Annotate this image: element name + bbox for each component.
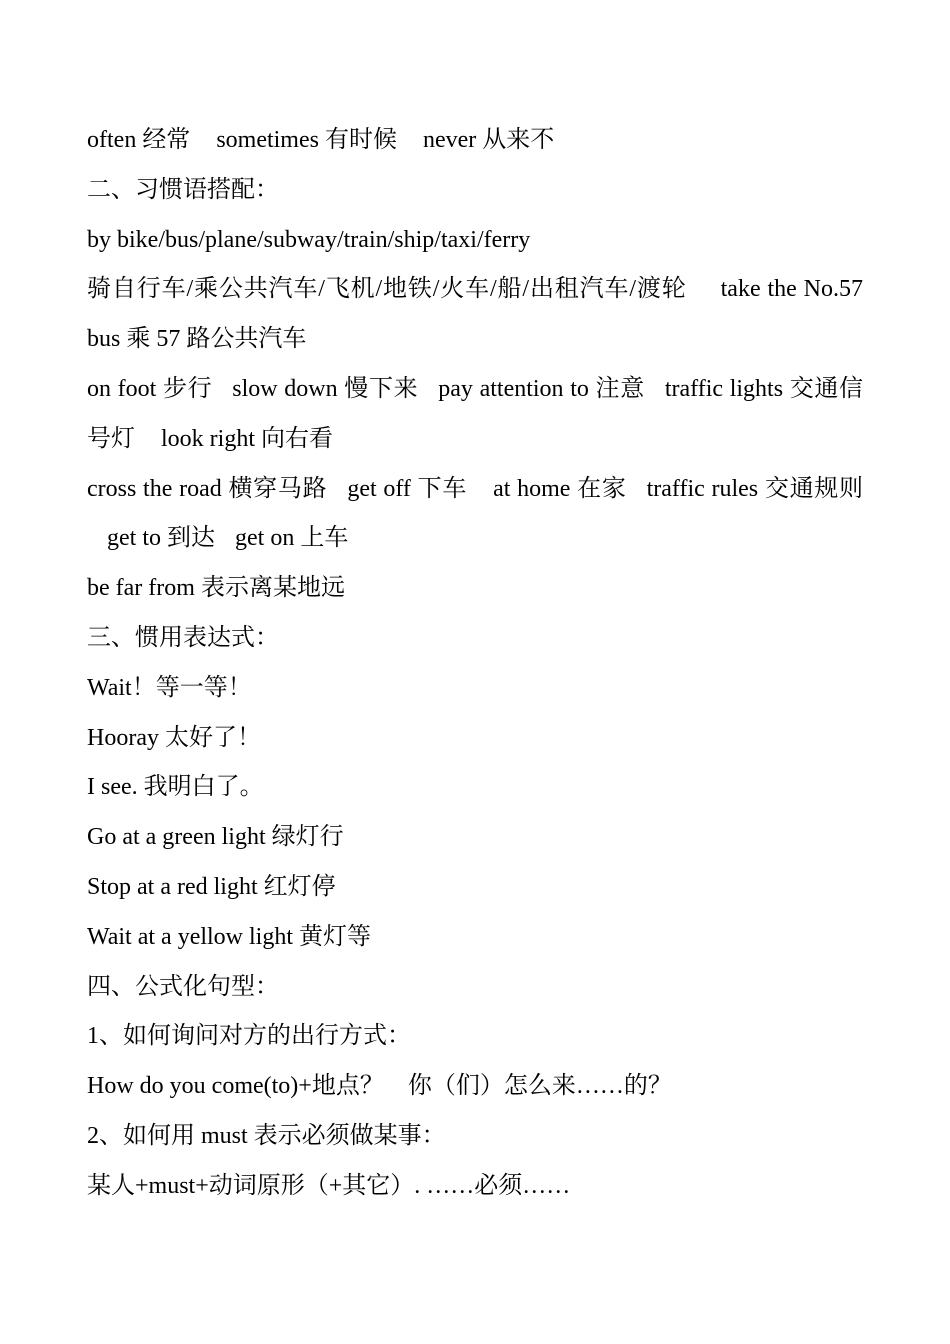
phrase: at home 在家 <box>493 475 627 502</box>
document-page <box>87 116 863 1212</box>
phrases-paragraph-a <box>87 365 863 465</box>
section-3-heading: 三、惯用表达式： <box>87 624 279 651</box>
frequency-adverbs-line <box>87 116 863 166</box>
sometimes-term: sometimes 有时候 <box>216 127 397 153</box>
phrase: pay attention to 注意 <box>438 375 645 402</box>
phrase: traffic lights 交通信号灯 <box>87 375 864 452</box>
question-1-pattern: How do you come(to)+地点？ 你（们）怎么来……的？ <box>87 1073 672 1100</box>
never-term: never 从来不 <box>422 127 555 153</box>
far-from-line: be far from 表示离某地远 <box>87 575 345 602</box>
expression-line: Hooray 太好了！ <box>87 724 261 751</box>
question-1-title: 1、如何询问对方的出行方式： <box>87 1023 411 1050</box>
phrase: get on 上车 <box>235 525 349 552</box>
often-term: often 经常 <box>87 127 191 153</box>
transport-modes-line: by bike/bus/plane/subway/train/ship/taxi/ferry <box>87 226 531 253</box>
expression-line: I see. 我明白了。 <box>87 774 264 801</box>
phrase: cross the road 横穿马路 <box>87 475 328 502</box>
expression-line: Stop at a red light 红灯停 <box>87 873 336 900</box>
phrases-paragraph-b <box>87 465 863 565</box>
phrase: get to 到达 <box>107 525 215 552</box>
expression-line: Go at a green light 绿灯行 <box>87 824 344 851</box>
transport-modes-cn-paragraph <box>87 265 863 365</box>
transport-modes-cn: 骑自行车/乘公共汽车/飞机/地铁/火车/船/出租汽车/渡轮 <box>87 276 687 303</box>
section-2-heading: 二、习惯语搭配： <box>87 176 279 203</box>
section-4-heading: 四、公式化句型： <box>87 973 279 1000</box>
question-2-pattern: 某人+must+动词原形（+其它）. ……必须…… <box>87 1172 571 1199</box>
phrase: traffic rules 交通规则 <box>646 475 863 502</box>
phrase: on foot 步行 <box>87 375 213 402</box>
phrase: get off 下车 <box>347 475 468 502</box>
phrase: slow down 慢下来 <box>232 375 419 402</box>
phrase: look right 向右看 <box>161 425 333 452</box>
question-2-title: 2、如何用 must 表示必须做某事： <box>87 1122 446 1149</box>
take-bus-phrase: take the No.57 bus 乘 57 路公共汽车 <box>87 276 863 353</box>
expression-line: Wait！等一等！ <box>87 674 252 701</box>
expression-line: Wait at a yellow light 黄灯等 <box>87 923 372 950</box>
